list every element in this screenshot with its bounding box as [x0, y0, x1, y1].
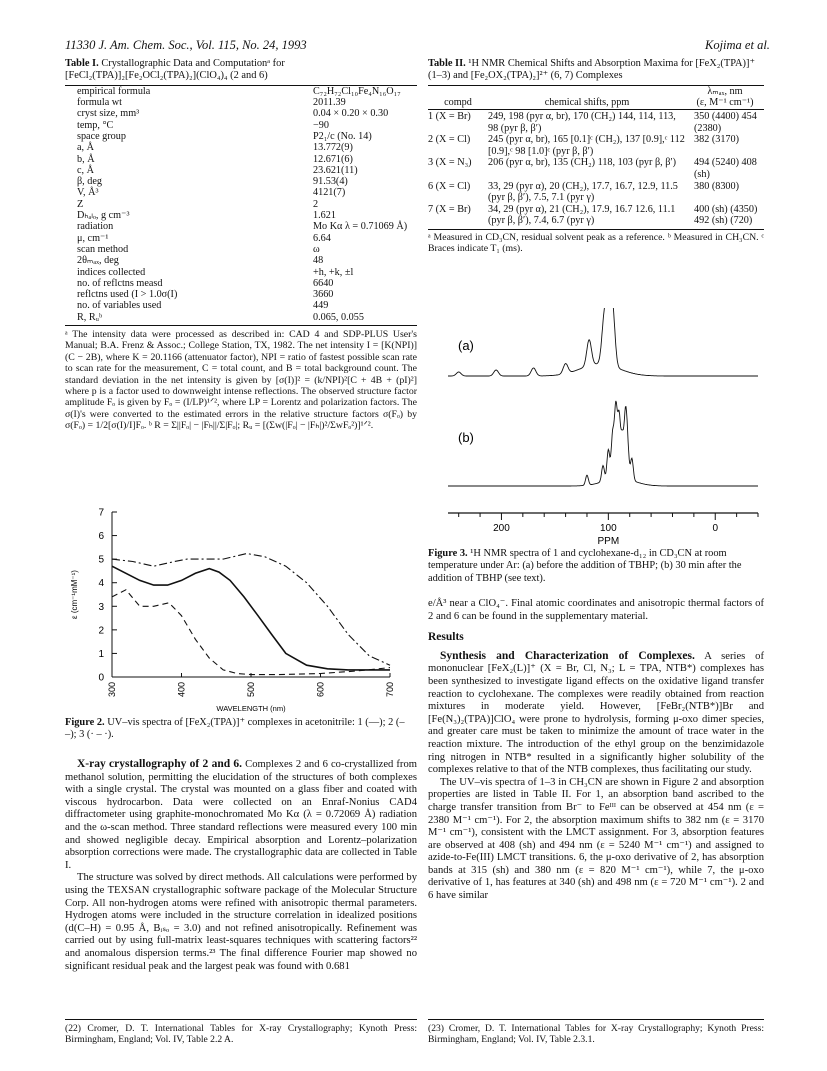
figure3-caption-text: ¹H NMR spectra of 1 and cyclohexane-d₁₂ in CD₃CN at room temperature under Ar: (a) before the addition of TBHP; (b) 30 min after the addition of TBHP (see text). — [428, 548, 742, 584]
table2-header-compd: compd — [444, 97, 472, 109]
table1-value: C₇₂H₇₂Cl₁₀Fe₄N₁₆O₁₇ — [313, 85, 401, 97]
table2-shifts: 33, 29 (pyr α), 20 (CH₂), 17.7, 16.7, 12.9, 11.5 (pyr β, β′), 7.5, 7.1 (pyr γ) — [488, 180, 678, 204]
table1-row — [65, 176, 417, 187]
table1-key: 2θₘₐₓ, deg — [77, 255, 119, 267]
nmr-label-b: (b) — [458, 430, 474, 445]
y-tick-label: 6 — [98, 531, 104, 543]
x-tick-label: 300 — [107, 682, 117, 698]
table1-row — [65, 221, 417, 232]
synthesis-title: Synthesis and Characterization of Complexes. — [440, 649, 695, 662]
table1-key: V, Å³ — [77, 187, 99, 199]
table1-row — [65, 142, 417, 153]
y-tick-label: 2 — [98, 625, 104, 637]
ppm-tick-label: 200 — [493, 523, 510, 534]
table1-row — [65, 108, 417, 119]
table1-value: ω — [313, 243, 320, 255]
table1-key: μ, cm⁻¹ — [77, 232, 109, 244]
right-column-top — [428, 58, 764, 255]
figure2-caption-label: Figure 2. — [65, 717, 105, 728]
running-header-left: 11330 J. Am. Chem. Soc., Vol. 115, No. 24, 1993 — [65, 38, 307, 52]
table2-row — [428, 181, 764, 204]
table1-value: 0.065, 0.055 — [313, 311, 364, 323]
table1-key: R, Rᵤᵇ — [77, 311, 103, 323]
y-tick-label: 7 — [98, 507, 104, 519]
table1-value: 2011.39 — [313, 97, 346, 109]
x-tick-label: 600 — [315, 682, 326, 698]
table2-compd: 6 (X = Cl) — [428, 180, 471, 192]
series-2-line — [112, 590, 390, 675]
table1-row — [65, 97, 417, 108]
table2-footnote: ᵃ Measured in CD₃CN, residual solvent peak as a reference. ᵇ Measured in CH₃CN. ᶜ Braces indicate T₁ (ms). — [428, 231, 764, 255]
table1-key: β, deg — [77, 176, 102, 188]
reference-23: (23) Cromer, D. T. International Tables for X-ray Crystallography; Kynoth Press: Birmingham, England; Vol. IV, Table 2.3.1. — [428, 1023, 764, 1046]
table1-value: 1.621 — [313, 210, 336, 222]
table1-key: Z — [77, 198, 84, 210]
y-tick-label: 4 — [98, 578, 104, 590]
xray-paragraph — [65, 758, 417, 872]
table1-key: Dₕₐₗₒ, g cm⁻³ — [77, 210, 130, 222]
left-body — [65, 758, 417, 973]
table2-row — [428, 157, 764, 180]
reference-22: (22) Cromer, D. T. International Tables for X-ray Crystallography; Kynoth Press: Birmingham, England; Vol. IV, Table 2.2 A. — [65, 1023, 417, 1046]
xray-section-title: X-ray crystallography of 2 and 6. — [77, 758, 243, 770]
results-heading: Results — [428, 631, 464, 644]
table1-value: 91.53(4) — [313, 176, 348, 188]
y-tick-label: 1 — [98, 648, 104, 660]
supplementary-paragraph: e/Å³ near a ClO₄⁻. Final atomic coordinates and anisotropic thermal factors of 2 and 6 can be found in the supplementary material. — [428, 598, 764, 622]
table1-value: P2₁/c (No. 14) — [313, 131, 372, 142]
x-tick-label: 400 — [176, 682, 187, 698]
synthesis-text: A series of mononuclear [FeX₂(L)]⁺ (X = Br, Cl, N₃; L = TPA, NTB*) complexes has been synthesized to investigate ligand effects on the oxidative ligand transfer reaction to cyclohexane. The complexes were readily obtained from reaction mixtures in moderate yield. However, [FeBr₂(NTB*)]Br and [Fe(N₃)₂(TPA)]ClO₄ were prone to hydrolysis, forming μ-oxo dimer species, and greater care must be taken to minimize the amount of trace water in the reaction mixture. The introduction of the ethyl group on the benzimidazole ring nitrogen in NTB* resulted in a significantly higher solubility of the complexes relative to that of the NTB complexes, thus facilitating our study. — [428, 650, 764, 776]
table1-row — [65, 255, 417, 266]
table1-row — [65, 165, 417, 176]
table2-lambda: 494 (5240) 408 (sh) — [694, 157, 757, 180]
ppm-axis-label: PPM — [597, 536, 620, 544]
y-axis-label: ε (cm⁻¹mM⁻¹) — [70, 570, 79, 619]
table1-caption-text: Crystallographic Data and Computationᵃ for [FeCl₂(TPA)]₂[Fe₂OCl₂(TPA)₂](ClO₄)₄ (2 and 6) — [65, 58, 285, 82]
table2-lambda: 382 (3170) — [694, 134, 739, 146]
x-tick-label: 700 — [385, 682, 395, 698]
right-body — [428, 598, 764, 903]
x-tick-label: 500 — [246, 682, 256, 698]
table1-key: empirical formula — [77, 85, 151, 97]
y-tick-label: 3 — [98, 601, 104, 613]
table2-caption — [428, 58, 764, 83]
table1-key: formula wt — [77, 97, 122, 109]
table1-row — [65, 312, 417, 323]
running-header-right: Kojima et al. — [705, 38, 770, 52]
table1-row — [65, 120, 417, 131]
table1-key: a, Å — [77, 142, 94, 154]
figure2-caption — [65, 717, 417, 742]
table1-footnote: ᵃ The intensity data were processed as described in: CAD 4 and SDP-PLUS User's Manual; B.A. Frenz & Assoc.; College Station, TX, 1982. The net intensity I = [K(NPI)](C − 2B), where K = 20.1166 (attenuator factor), NPI = ratio of fastest possible scan rate to scan rate for the measurement, C = total count, and B = total background count. The standard deviation in the net intensity is given by [σ(I)]² = (k/NPI)²[C + 4B + (pI)²] where p is a factor used to downweight intense reflections. The observed structure factor amplitude Fₒ is given by Fₒ = (I/LP)¹ᐟ², where LP = Lorentz and polarization factors. The σ(I)'s were converted to the estimated errors in the relative structure factors σ(Fₒ) by σ(Fₒ) = 1/2[σ(I)/I]Fₒ. ᵇ R = Σ||Fₒ| − |Fₕ||/Σ|Fₒ|; Rᵤ = [(Σw(|Fₒ| − |Fₕ|)²/ΣwFₒ²)]¹ᐟ². — [65, 329, 417, 432]
table1-row — [65, 86, 417, 97]
table1-key: c, Å — [77, 164, 94, 176]
table1-key: indices collected — [77, 266, 146, 278]
table1-row — [65, 278, 417, 289]
nmr-spectrum-a — [448, 308, 758, 376]
nmr-label-a: (a) — [458, 338, 474, 353]
table1-value: 4121(7) — [313, 187, 346, 199]
table1 — [65, 86, 417, 323]
table1-value: 12.671(6) — [313, 153, 353, 165]
table1-value: 23.621(11) — [313, 164, 358, 176]
synthesis-paragraph — [428, 650, 764, 777]
figure3-caption-label: Figure 3. — [428, 548, 468, 559]
table1-row — [65, 289, 417, 300]
table1-key: cryst size, mm³ — [77, 108, 140, 120]
table1-value: 6640 — [313, 277, 334, 289]
table1-key: radiation — [77, 221, 114, 233]
structure-paragraph: The structure was solved by direct methods. All calculations were performed by using the TEXSAN crystallographic software package of the Molecular Structure Corp. All non-hydrogen atoms were refined with anisotropic thermal parameters. Hydrogen atoms were included in the structure correlation in idealized positions (d(C–H) = 0.95 Å, Bᵢₛₒ = 3.0) and not refined anisotropically. Refinement was carried out by using full-matrix least-squares techniques with scattering factors²² and anomalous dispersion terms.²³ The final difference Fourier map showed no significant residual peak and the largest peak was found with 0.681 — [65, 872, 417, 972]
figure2-chart — [65, 502, 405, 718]
table1-row — [65, 187, 417, 198]
table2-row — [428, 134, 764, 157]
table1-value: 449 — [313, 300, 329, 312]
table1-row — [65, 154, 417, 165]
ppm-tick-label: 0 — [712, 523, 719, 534]
table1-key: no. of reflctns measd — [77, 277, 163, 289]
table2-header-lambda-top: λₘₐₓ, nm — [707, 85, 743, 97]
table1-row — [65, 267, 417, 278]
table2-lambda: 350 (4400) 454 (2380) — [694, 111, 757, 134]
table1-value: Mo Kα λ = 0.71069 Å) — [313, 221, 408, 233]
table2-compd: 2 (X = Cl) — [428, 134, 471, 146]
uvvis-paragraph: The UV–vis spectra of 1–3 in CH₃CN are shown in Figure 2 and absorption properties are listed in Table II. For 1, an absorption band ascribed to the charge transfer transition from Br⁻ to Feᴵᴵᴵ can be observed at 454 nm (ε = 2380 M⁻¹ cm⁻¹). For 2, the absorption maximum shifts to 382 nm (ε = 3170 M⁻¹ cm⁻¹), consistent with the LMCT assignment. For 3, absorption features are observed at 408 (sh) and 494 nm (ε = 5240 M⁻¹ cm⁻¹) and assigned to azide-to-Fe(III) LMCT transitions. 6, the μ-oxo derivative of 2, has absorption bands at 315 (sh) and 380 nm (ε = 820 M⁻¹ cm⁻¹), while 7, the μ-oxo derivative of 1, has features at 340 (sh) and 498 nm (ε = 720 M⁻¹ cm⁻¹). 2 and 6 have similar — [428, 776, 764, 902]
table2-header-shifts: chemical shifts, ppm — [544, 97, 630, 109]
table1-value: −90 — [313, 119, 329, 131]
table1-value: 0.04 × 0.20 × 0.30 — [313, 108, 389, 120]
ppm-tick-label: 100 — [600, 523, 617, 534]
table2-shifts: 249, 198 (pyr α, br), 170 (CH₂) 144, 114, 113, 98 (pyr β, β′) — [488, 111, 676, 134]
table2-shifts: 245 (pyr α, br), 165 [0.1]ᶜ (CH₂), 137 [0.9],ᶜ 112 [0.9],ᶜ 98 [1.0]ᶜ (pyr β, β′) — [488, 134, 685, 157]
figure2-caption-text: UV–vis spectra of [FeX₂(TPA)]⁺ complexes in acetonitrile: 1 (—); 2 (– –); 3 (· – ·). — [65, 717, 405, 741]
table2-compd: 3 (X = N₃) — [428, 157, 472, 169]
table1-value: 3660 — [313, 289, 334, 301]
table1-key: no. of variables used — [77, 300, 162, 312]
left-column — [65, 58, 417, 432]
table2-shifts: 206 (pyr α, br), 135 (CH₂) 118, 103 (pyr β, β′) — [488, 157, 677, 169]
table2 — [428, 86, 764, 227]
table1-value: +h, +k, ±l — [313, 266, 354, 278]
table2-row — [428, 204, 764, 227]
table2-lambda: 380 (8300) — [694, 180, 739, 192]
table1-row — [65, 210, 417, 221]
table1-value: 6.64 — [313, 232, 331, 244]
table1-key: space group — [77, 131, 126, 142]
series-3-line — [112, 554, 390, 666]
table1-row — [65, 244, 417, 255]
y-tick-label: 0 — [98, 672, 104, 684]
table1-row — [65, 233, 417, 244]
xray-paragraph-text: Complexes 2 and 6 co-crystallized from methanol solution, permitting the elucidation of the structures of both complexes with a single crystal. The crystal was mounted on a glass fiber and coated with viscous hydrocarbon. Data were collected on an Enraf-Nonius CAD4 diffractometer using graphite-monochromated Mo Kα (λ = 0.72069 Å) radiation and the ω-scan method. Three standard reflections were measured every 100 min and showed negligible decay. Empirical absorption and Lorentz–polarization absorption corrections were made. The crystallographic data are collected in Table I. — [65, 759, 417, 871]
table1-key: reflctns used (I > 1.0σ(I) — [77, 289, 178, 301]
table2-lambda: 400 (sh) (4350) 492 (sh) (720) — [694, 203, 758, 227]
series-1-line — [112, 566, 390, 670]
table1-value: 13.772(9) — [313, 142, 353, 154]
y-tick-label: 5 — [98, 554, 104, 566]
figure3-nmr-chart — [428, 308, 764, 544]
table2-shifts: 34, 29 (pyr α), 21 (CH₂), 17.9, 16.7 12.6, 11.1 (pyr β, β′), 7.4, 6.7 (pyr γ) — [488, 203, 676, 227]
table2-header-lambda — [686, 86, 764, 110]
table1-caption-label: Table I. — [65, 58, 99, 69]
table2-caption-text: ¹H NMR Chemical Shifts and Absorption Maxima for [FeX₂(TPA)]⁺ (1–3) and [Fe₂OX₂(TPA)₂]²⁺ (6, 7) Complexes — [428, 58, 755, 82]
table2-compd: 1 (X = Br) — [428, 111, 471, 122]
figure3-caption — [428, 548, 764, 585]
table1-key: temp, °C — [77, 119, 114, 131]
table1-row — [65, 131, 417, 142]
x-axis-label: WAVELENGTH (nm) — [216, 704, 286, 713]
table1-value: 48 — [313, 255, 324, 267]
table1-value: 2 — [313, 198, 319, 210]
table1-row — [65, 199, 417, 210]
table1-key: b, Å — [77, 153, 95, 165]
table1-row — [65, 300, 417, 311]
table2-caption-label: Table II. — [428, 58, 466, 69]
nmr-spectrum-b — [448, 401, 758, 486]
table1-key: scan method — [77, 243, 129, 255]
table2-header-lambda-bottom: (ε, M⁻¹ cm⁻¹) — [696, 97, 754, 109]
table2-compd: 7 (X = Br) — [428, 203, 471, 215]
table1-caption — [65, 58, 417, 83]
table2-row — [428, 111, 764, 134]
